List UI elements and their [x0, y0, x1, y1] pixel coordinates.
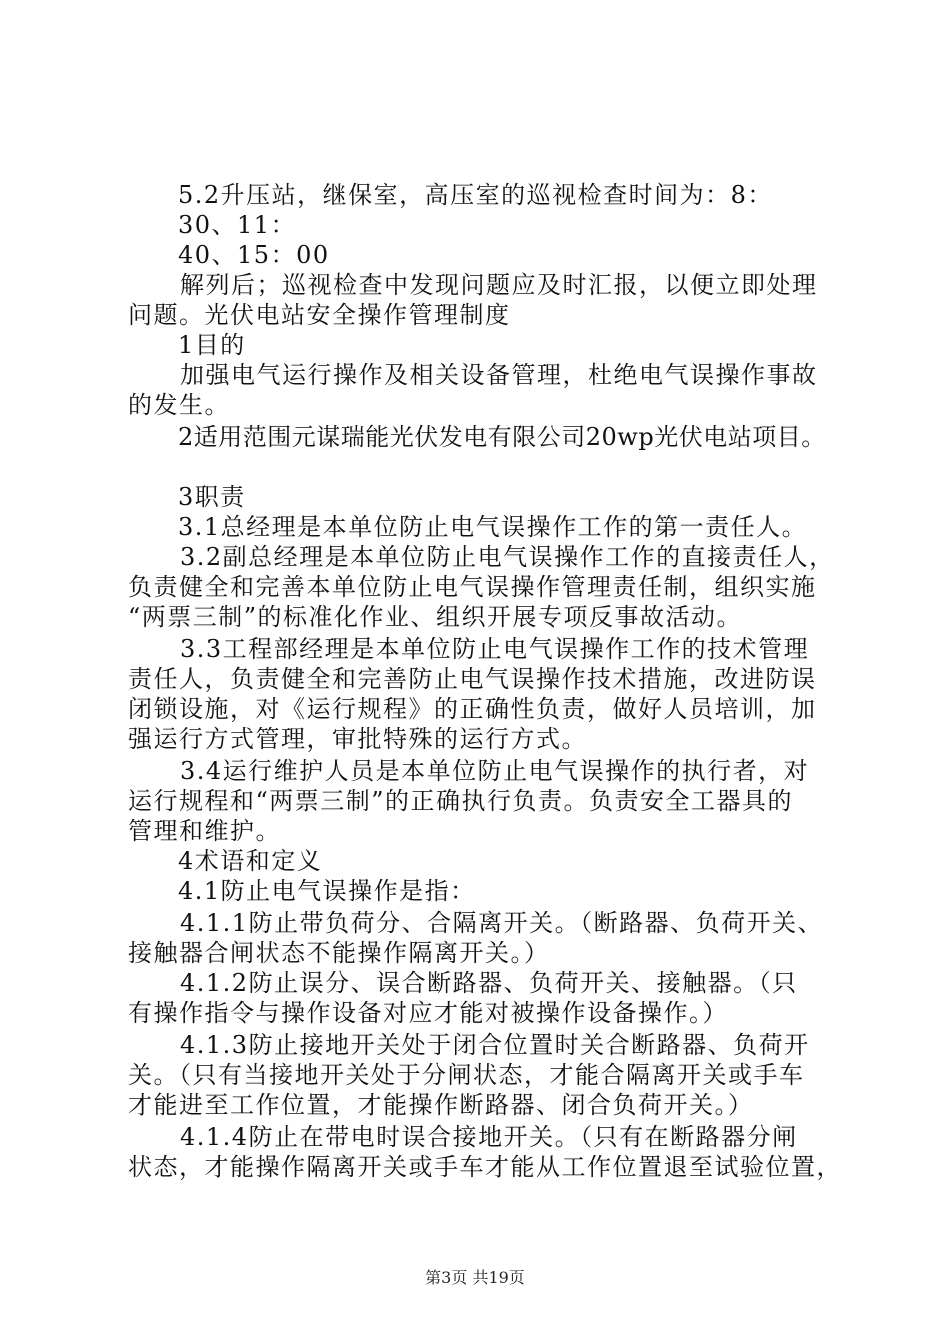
text-line: 接触器合闸状态不能操作隔离开关。） [128, 939, 550, 967]
text-line: 3.1总经理是本单位防止电气误操作工作的第一责任人。 [178, 513, 808, 541]
text-line: 闭锁设施，对《运行规程》的正确性负责，做好人员培训，加 [128, 695, 817, 723]
text-line: 2适用范围元谋瑞能光伏发电有限公司20wp光伏电站项目。 [178, 423, 826, 451]
text-line: 3.2副总经理是本单位防止电气误操作工作的直接责任人， [180, 543, 835, 571]
text-line: 关。（只有当接地开关处于分闸状态，才能合隔离开关或手车 [128, 1061, 805, 1089]
text-line: 状态，才能操作隔离开关或手车才能从工作位置退至试验位置， [128, 1153, 842, 1181]
text-line: 才能进至工作位置，才能操作断路器、闭合负荷开关。） [128, 1091, 754, 1119]
text-line: 4.1.4防止在带电时误合接地开关。（只有在断路器分闸 [180, 1123, 798, 1151]
text-line: 4.1.3防止接地开关处于闭合位置时关合断路器、负荷开 [180, 1031, 810, 1059]
section-heading: 3职责 [178, 483, 246, 511]
text-line: 管理和维护。 [128, 817, 281, 845]
section-heading: 1目的 [178, 331, 246, 359]
text-line: 负责健全和完善本单位防止电气误操作管理责任制，组织实施 [128, 573, 817, 601]
text-line: 40、15：00 [178, 241, 330, 269]
text-line: 的发生。 [128, 391, 230, 419]
section-heading: 4术语和定义 [178, 847, 323, 875]
text-line: 责任人，负责健全和完善防止电气误操作技术措施，改进防误 [128, 665, 817, 693]
text-line: “两票三制”的标准化作业、组织开展专项反事故活动。 [128, 603, 743, 631]
text-line: 4.1.1防止带负荷分、合隔离开关。（断路器、负荷开关、 [180, 909, 824, 937]
text-line: 问题。光伏电站安全操作管理制度 [128, 301, 511, 329]
text-line: 4.1防止电气误操作是指： [178, 877, 476, 905]
text-line: 3.3工程部经理是本单位防止电气误操作工作的技术管理 [180, 635, 810, 663]
text-line: 解列后；巡视检查中发现问题应及时汇报，以便立即处理 [180, 271, 818, 299]
text-line: 30、11： [178, 211, 297, 239]
text-line: 3.4运行维护人员是本单位防止电气误操作的执行者，对 [180, 757, 810, 785]
text-line: 5.2升压站，继保室，高压室的巡视检查时间为：8： [178, 181, 773, 209]
page-number: 第3页 共19页 [425, 1268, 525, 1287]
text-line: 4.1.2防止误分、误合断路器、负荷开关、接触器。（只 [180, 969, 798, 997]
text-line: 运行规程和“两票三制”的正确执行负责。负责安全工器具的 [128, 787, 794, 815]
text-line: 有操作指令与操作设备对应才能对被操作设备操作。） [128, 999, 728, 1027]
text-line: 加强电气运行操作及相关设备管理，杜绝电气误操作事故 [180, 361, 818, 389]
text-line: 强运行方式管理，审批特殊的运行方式。 [128, 725, 587, 753]
